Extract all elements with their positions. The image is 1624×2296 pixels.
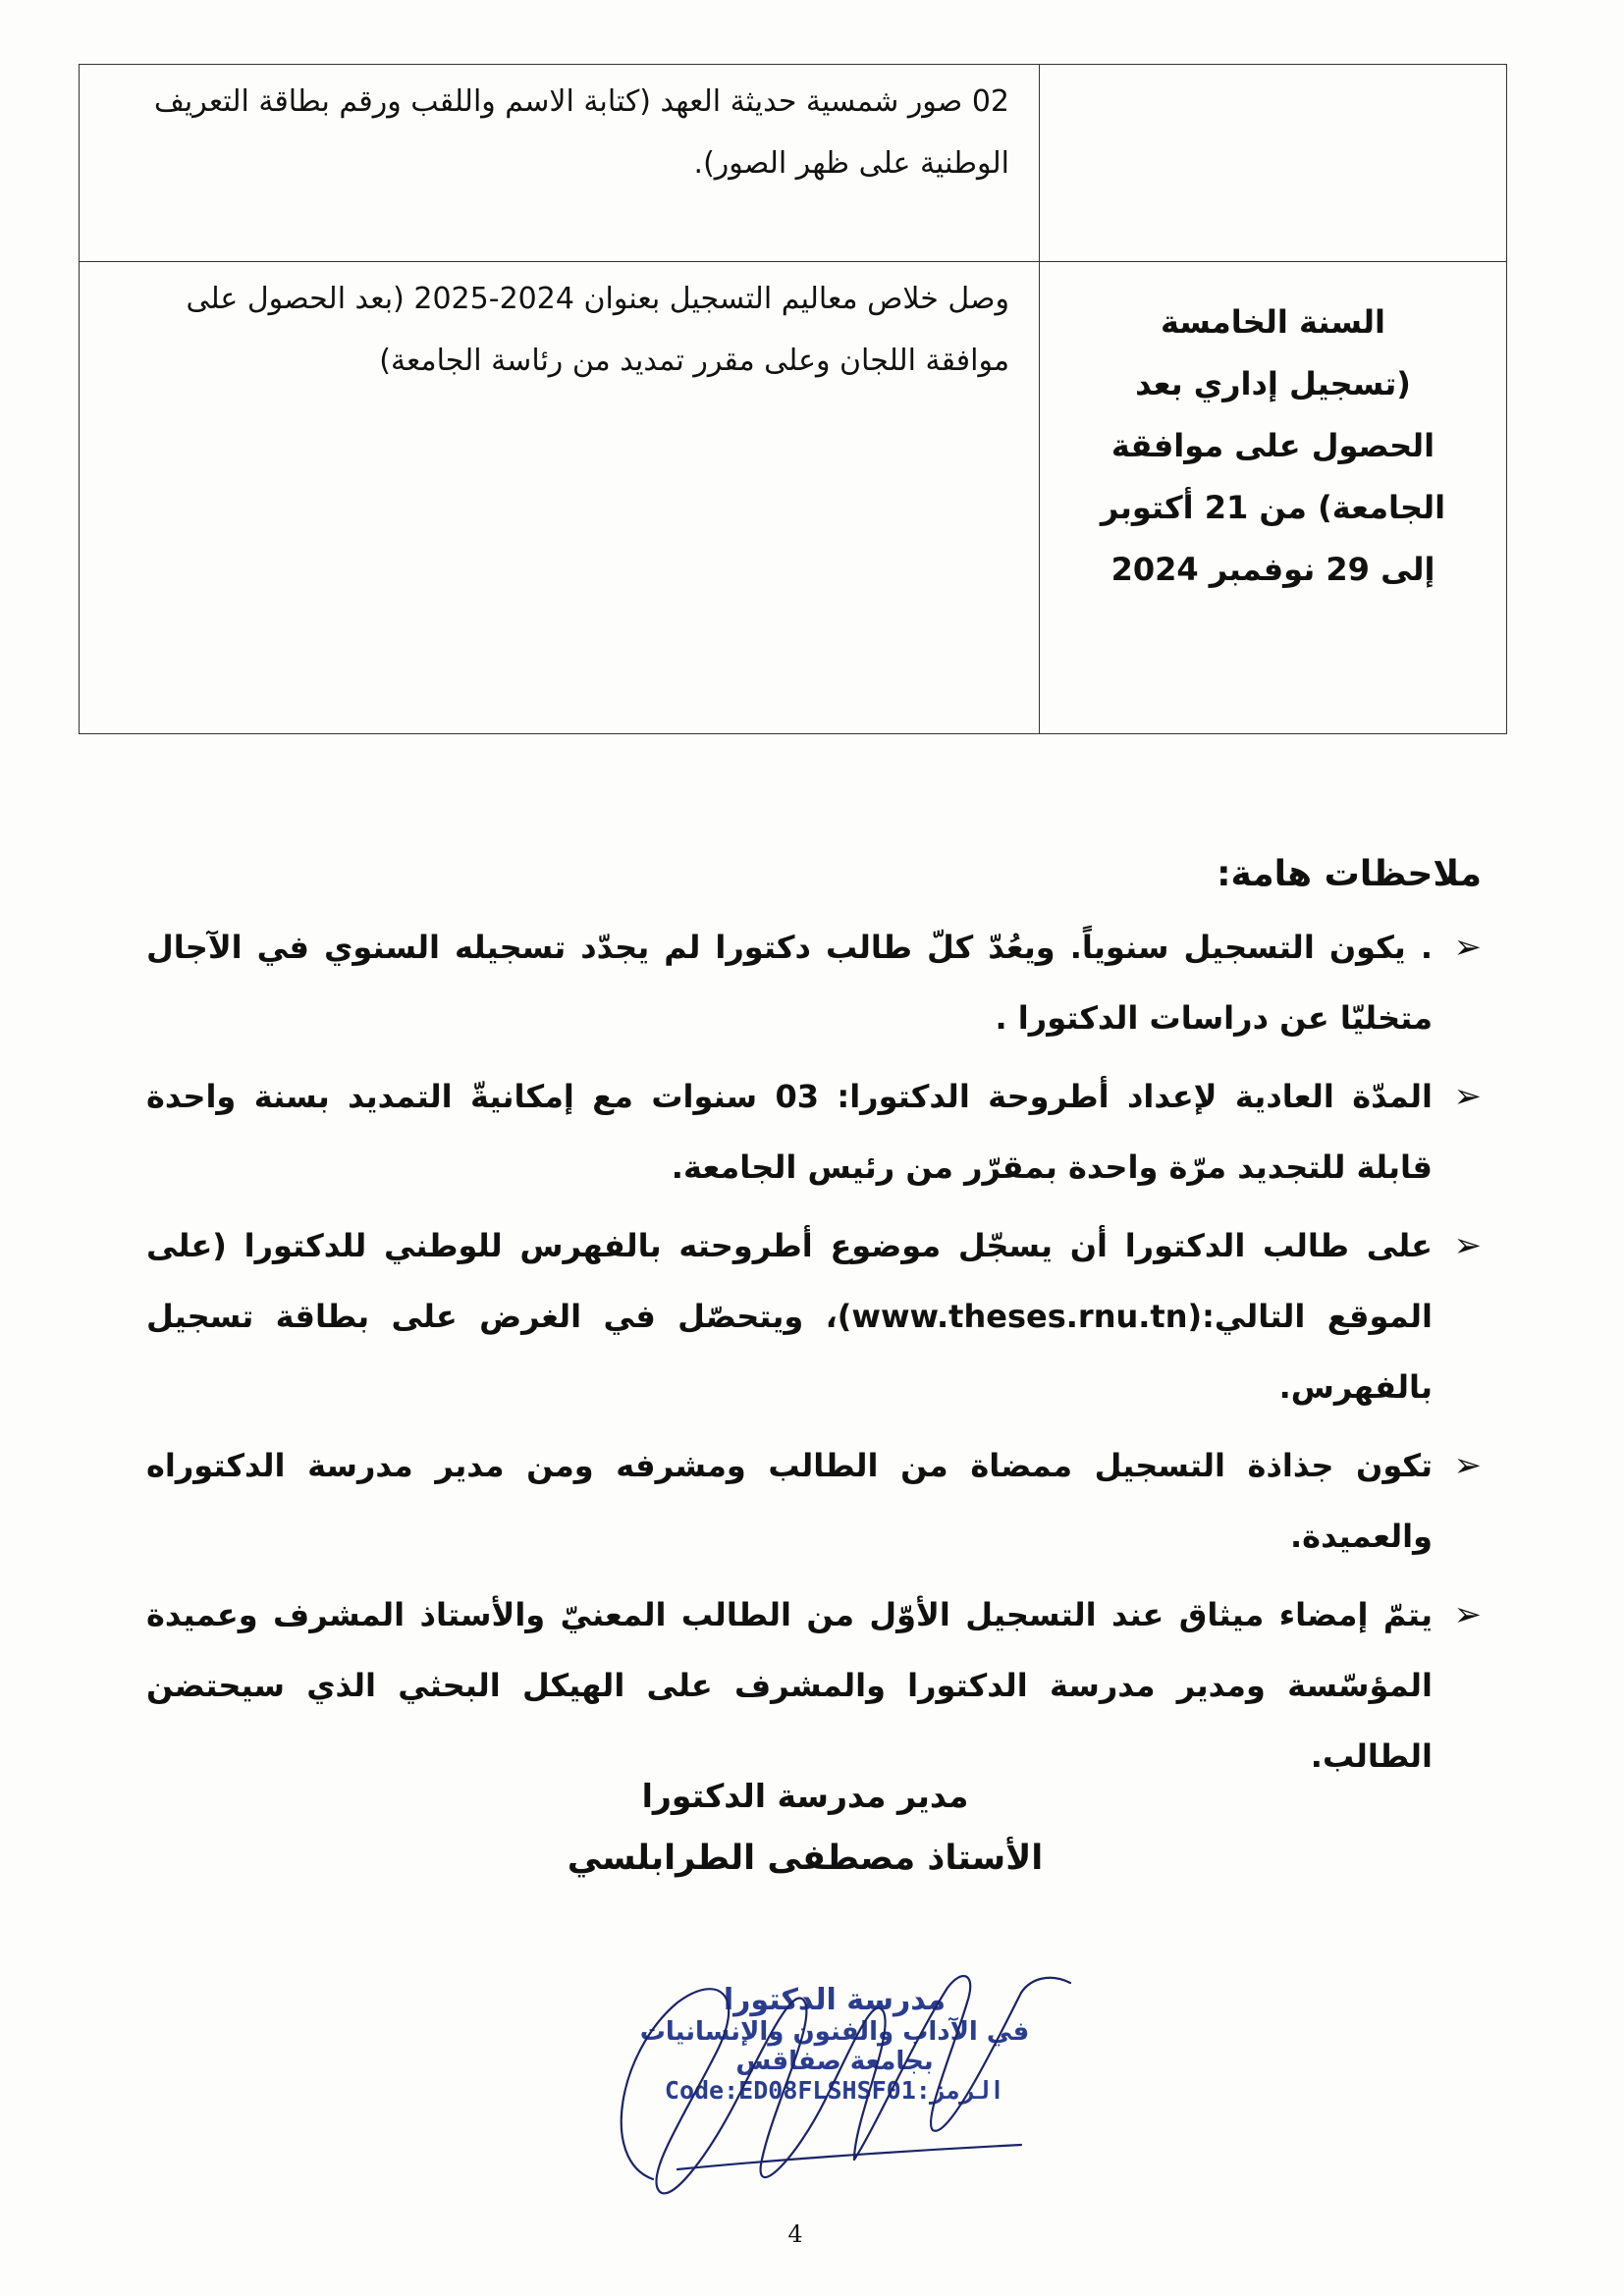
arrowhead-bullet-icon: ➢ — [1453, 1226, 1482, 1265]
stamp-code: الرمز:Code:ED08FLSHSF01 — [664, 2076, 1005, 2105]
list-item — [146, 1579, 1482, 1791]
stamp-line: بجامعة صفاقس — [735, 2047, 934, 2076]
table-row-content: وصل خلاص معاليم التسجيل بعنوان 2024-2025 (بعد الحصول على موافقة اللجان وعلى مقرر تمديد من رئاسة الجامعة) — [80, 262, 1040, 734]
important-notes — [146, 854, 1482, 1799]
note-text: . يكون التسجيل سنوياً. ويعُدّ كلّ طالب دكتورا لم يجدّد تسجيله السنوي في الآجال متخليّا عن دراسات الدكتورا . — [146, 929, 1433, 1037]
arrowhead-bullet-icon: ➢ — [1453, 928, 1482, 967]
note-text: تكون جذاذة التسجيل ممضاة من الطالب ومشرفه ومن مدير مدرسة الدكتوراه والعميدة. — [146, 1447, 1433, 1555]
signatory-title: مدير مدرسة الدكتورا — [641, 1777, 969, 1815]
label-line: الحصول على موافقة — [1110, 427, 1435, 464]
table-row — [80, 262, 1507, 734]
table-row — [80, 65, 1507, 262]
stamp-line: مدرسة الدكتورا — [723, 1983, 947, 2017]
note-text: يتمّ إمضاء ميثاق عند التسجيل الأوّل من الطالب المعنيّ والأستاذ المشرف وعميدة المؤسّسة ومدير مدرسة الدكتورا والمشرف على الهيكل البحثي الذي سيحتضن الطالب. — [146, 1596, 1433, 1775]
list-item — [146, 1210, 1482, 1422]
note-text: المدّة العادية لإعداد أطروحة الدكتورا: 03 سنوات مع إمكانيةّ التمديد بسنة واحدة قابلة للتجديد مرّة واحدة بمقرّر من رئيس الجامعة. — [146, 1078, 1434, 1186]
stamp-line: في الآداب والفنون والإنسانيات — [639, 2017, 1030, 2047]
label-line: إلى 29 نوفمبر 2024 — [1110, 551, 1435, 588]
label-line: الجامعة) من 21 أكتوبر — [1100, 489, 1446, 526]
institution-stamp — [609, 1983, 1060, 2155]
signatory-name: الأستاذ مصطفى الطرابلسي — [567, 1839, 1044, 1878]
notes-list — [146, 912, 1482, 1791]
arrowhead-bullet-icon: ➢ — [1453, 1595, 1482, 1634]
registration-documents-table — [79, 64, 1507, 734]
arrowhead-bullet-icon: ➢ — [1453, 1077, 1482, 1116]
list-item — [146, 912, 1482, 1053]
table-row-label — [1040, 262, 1507, 734]
page-number: 4 — [787, 2220, 803, 2248]
label-line: (تسجيل إداري بعد — [1135, 365, 1411, 402]
table-row-label — [1040, 65, 1507, 262]
notes-title: ملاحظات هامة: — [1217, 854, 1482, 894]
signature-block — [550, 1777, 1060, 1878]
note-text: على طالب الدكتورا أن يسجّل موضوع أطروحته بالفهرس للوطني للدكتورا (على الموقع التالي:(www.theses.rnu.tn)، ويتحصّل في الغرض على بطاقة تسجيل بالفهرس. — [146, 1227, 1434, 1406]
label-line: السنة الخامسة — [1161, 303, 1385, 341]
arrowhead-bullet-icon: ➢ — [1453, 1446, 1482, 1485]
table-row-content: 02 صور شمسية حديثة العهد (كتابة الاسم واللقب ورقم بطاقة التعريف الوطنية على ظهر الصور). — [80, 65, 1040, 262]
list-item — [146, 1430, 1482, 1572]
list-item — [146, 1061, 1482, 1202]
